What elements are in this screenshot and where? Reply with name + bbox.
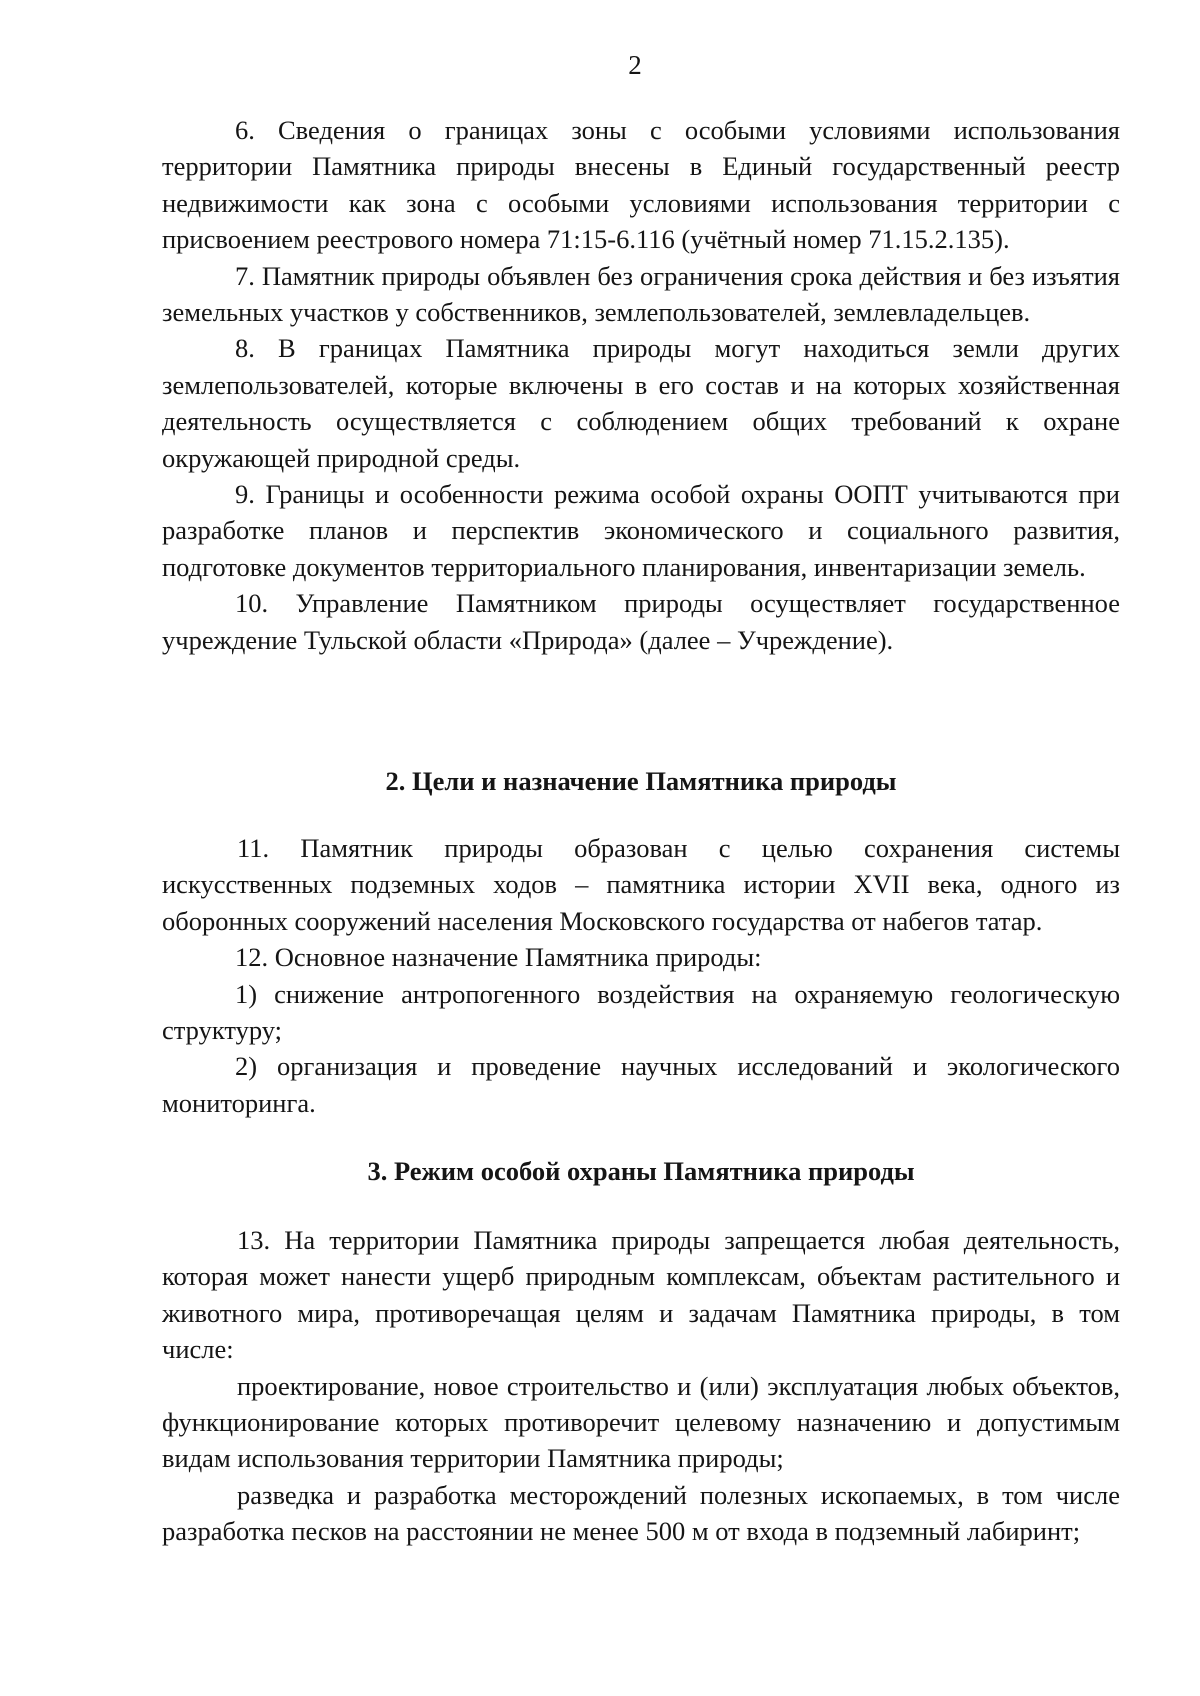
paragraph-12: 12. Основное назначение Памятника природы: <box>235 942 762 973</box>
page-number: 2 <box>628 50 642 80</box>
paragraph-9: 9. Границы и особенности режима особой охраны ООПТ учитываются при разработке планов и перспектив экономического и социального развития, подготовке документов территориального планирования, инвентаризации земель. <box>162 479 1120 582</box>
section-3-body <box>162 1222 1120 1550</box>
paragraph-7: 7. Памятник природы объявлен без ограничения срока действия и без изъятия земельных участков у собственников, землепользователей, землевладельцев. <box>162 260 1120 328</box>
paragraph-13: 13. На территории Памятника природы запрещается любая деятельность, которая может нанести ущерб природным комплексам, объектам растительного и животного мира, противоречащая целям и задачам Памятника природы, в том числе: <box>162 1225 1120 1365</box>
paragraph-10: 10. Управление Памятником природы осуществляет государственное учреждение Тульской области «Природа» (далее – Учреждение). <box>162 588 1120 655</box>
section-1-continuation <box>162 112 1120 658</box>
paragraph-6: 6. Сведения о границах зоны с особыми условиями использования территории Памятника природы внесены в Единый государственный реестр недвижимости как зона с особыми условиями использования территории с присвоением реестрового номера 71:15-6.116 (учётный номер 71.15.2.135). <box>162 115 1120 255</box>
paragraph-8: 8. В границах Памятника природы могут находиться земли других землепользователей, которые включены в его состав и на которых хозяйственная деятельность осуществляется с соблюдением общих требований к охране окружающей природной среды. <box>162 333 1120 473</box>
list-item-1: 1) снижение антропогенного воздействия на охраняемую геологическую структуру; <box>162 978 1120 1046</box>
paragraph-11: 11. Памятник природы образован с целью сохранения системы искусственных подземных ходов – памятника истории XVII века, одного из оборонных сооружений населения Московского государства от набегов татар. <box>162 833 1120 936</box>
list-item-2: 2) организация и проведение научных исследований и экологического мониторинга. <box>162 1051 1120 1118</box>
section-2-body <box>162 830 1120 1121</box>
prohibition-mining: разведка и разработка месторождений полезных ископаемых, в том числе разработка песков на расстоянии не менее 500 м от входа в подземный лабиринт; <box>162 1479 1120 1547</box>
section-2-heading: 2. Цели и назначение Памятника природы <box>385 766 897 796</box>
section-3-heading: 3. Режим особой охраны Памятника природы <box>367 1156 915 1186</box>
prohibition-construction: проектирование, новое строительство и (или) эксплуатация любых объектов, функционирование которых противоречит целевому назначению и допустимым видам использования территории Памятника природы; <box>162 1370 1120 1474</box>
